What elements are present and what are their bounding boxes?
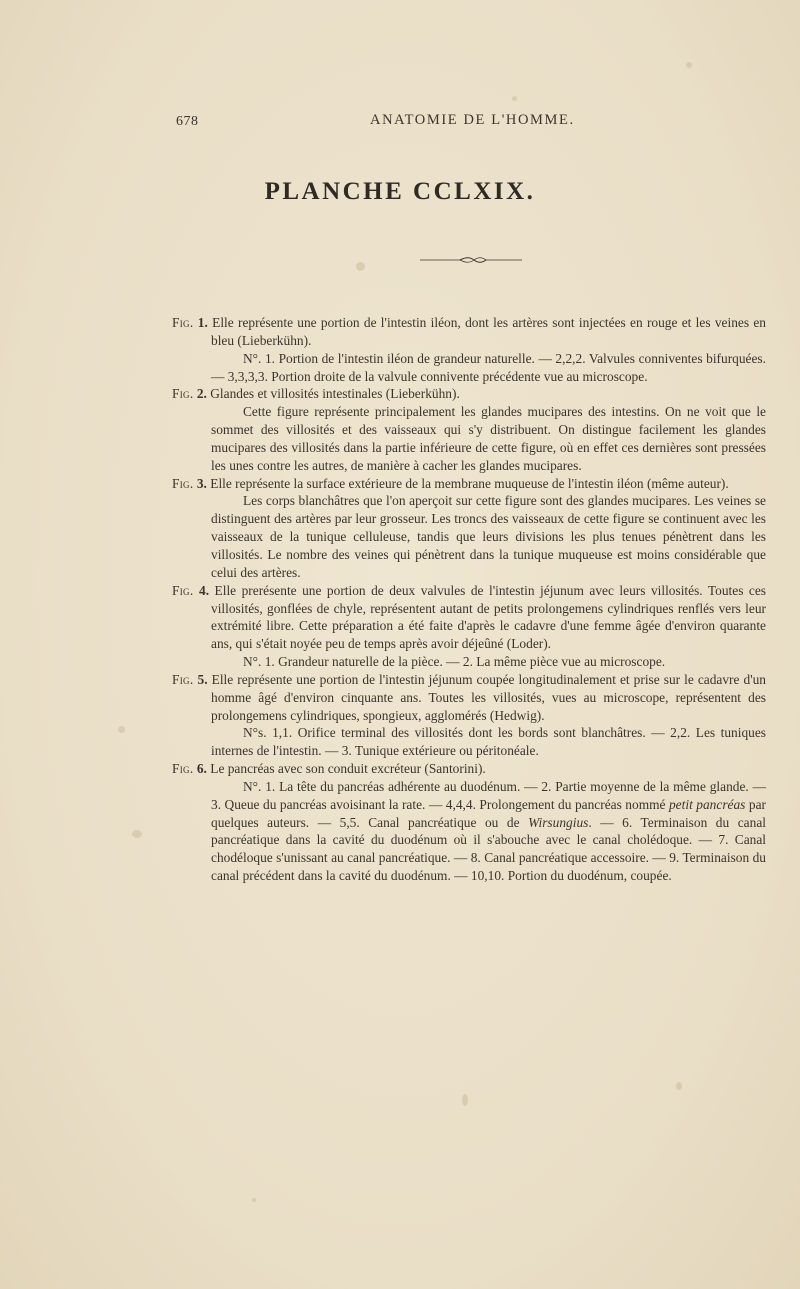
detail-italic-term: Wirsungius (528, 814, 589, 830)
running-head: ANATOMIE DE L'HOMME. (370, 112, 575, 128)
figure-intro: Glandes et villosités intestinales (Lieberkühn). (210, 386, 460, 402)
figure-label: Fig. (172, 671, 194, 687)
figure-detail (172, 778, 766, 885)
figure-label: Fig. (172, 582, 194, 598)
figure-label: Fig. (172, 386, 194, 402)
paper-spot (252, 1198, 256, 1202)
plate-description (172, 314, 766, 885)
figure-number: 4. (199, 582, 210, 598)
figure-intro: Elle prerésente une portion de deux valvules de l'intestin jéjunum avec leurs villosités. Toutes ces villosités, gonflées de chyle, représentent autant de petits prolongemens cylindriques renflés vers leur extrémité libre. Cette préparation a été faite d'après le cadavre d'une femme âgée d'environ quarante ans, qui s'était noyée peu de temps après avoir déjeûné (Loder). (211, 582, 766, 652)
figure-intro: Elle représente une portion de l'intestin iléon, dont les artères sont injectées en rouge et les veines en bleu (Lieberkühn). (211, 315, 766, 348)
ornament-divider (420, 256, 522, 264)
detail-italic-term: petit pancréas (668, 796, 746, 812)
figure-entry-4 (172, 582, 766, 671)
figure-entry-3 (172, 475, 766, 582)
figure-intro: Le pancréas avec son conduit excréteur (Santorini). (210, 761, 486, 777)
detail-text: N°. 1. La tête du pancréas adhérente au duodénum. — 2. Partie moyenne de la même glande. — 3. Queue du pancréas avoisinant la rate. — 4,4,4. Prolongement du pancréas nommé (211, 778, 766, 812)
paper-spot (512, 96, 517, 101)
figure-number: 2. (196, 386, 207, 402)
figure-label: Fig. (172, 761, 194, 777)
figure-entry-1 (172, 314, 766, 385)
paper-spot (686, 62, 692, 68)
figure-label: Fig. (172, 475, 194, 491)
figure-number: 5. (197, 671, 208, 687)
paper-spot (462, 1094, 468, 1106)
figure-number: 1. (197, 315, 208, 330)
paper-spot (356, 262, 365, 271)
detail-text: . — 6. Terminaison du canal pancréatique dans la cavité du duodénum où il s'abouche avec le canal cholédoque. — 7. Canal chodéloque s'unissant au canal pancréatique. — 8. Canal pancréatique accessoire. — 9. Terminaison du canal précédent dans la cavité du duodénum. — 10,10. Portion du duodénum, coupée. (211, 814, 766, 884)
paper-spot (676, 1082, 682, 1090)
figure-detail: N°. 1. Portion de l'intestin iléon de grandeur naturelle. — 2,2,2. Valvules conniventes bifurquées. — 3,3,3,3. Portion droite de la valvule connivente précédente vue au microscope. (211, 350, 766, 384)
figure-intro: Elle représente une portion de l'intestin jéjunum coupée longitudinalement et prise sur le cadavre d'un homme âgé d'environ cinquante ans. Toutes les villosités, vues au microscope, représentent des prolongemens cylindriques, spongieux, agglomérés (Hedwig). (211, 671, 766, 723)
paper-spot (118, 726, 125, 733)
figure-number: 6. (196, 761, 207, 777)
page-header (0, 112, 800, 136)
plate-title: PLANCHE CCLXIX. (264, 178, 536, 205)
figure-detail: Les corps blanchâtres que l'on aperçoit sur cette figure sont des glandes mucipares. Les veines se distinguent des artères par leur grosseur. Les troncs des vaisseaux de cette figure se continuent avec les vaisseaux de la tunique celluleuse, tandis que leurs divisions les plus tenues pénètrent dans les villosités. Le nombre des veines qui pénètrent dans la tunique muqueuse est moins considérable que celui des artères. (211, 493, 766, 580)
page-number: 678 (176, 114, 199, 129)
figure-detail: N°s. 1,1. Orifice terminal des villosités dont les bords sont blanchâtres. — 2,2. Les tuniques internes de l'intestin. — 3. Tunique extérieure ou péritonéale. (211, 725, 766, 759)
figure-intro: Elle représente la surface extérieure de la membrane muqueuse de l'intestin iléon (même auteur). (210, 475, 729, 491)
paper-spot (132, 830, 142, 838)
figure-detail: N°. 1. Grandeur naturelle de la pièce. — 2. La même pièce vue au microscope. (243, 654, 666, 670)
figure-label: Fig. (172, 315, 194, 330)
figure-detail: Cette figure représente principalement les glandes mucipares des intestins. On ne voit que le sommet des villosités et des vaisseaux qui s'y distribuent. On distingue facilement les glandes mucipares des villosités dans la partie inférieure de cette figure, où en effet ces dernières sont pressées les unes contre les autres, de manière à cacher les glandes mucipares. (211, 404, 766, 473)
figure-number: 3. (196, 475, 207, 491)
detail-text: par quelques auteurs. — 5,5. Canal pancréatique ou de (211, 796, 766, 830)
figure-entry-5 (172, 671, 766, 760)
figure-entry-6 (172, 760, 766, 885)
figure-entry-2 (172, 385, 766, 474)
